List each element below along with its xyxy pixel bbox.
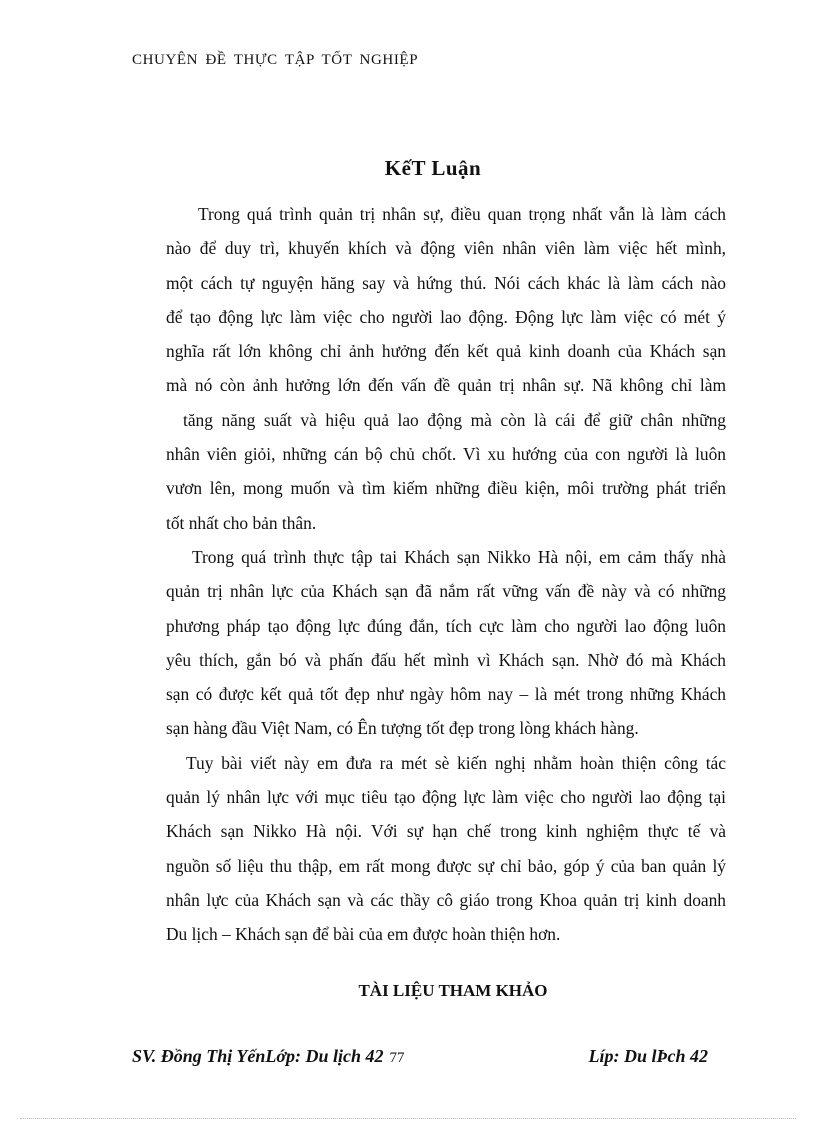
page-bottom-divider [20,1118,796,1119]
paragraph-3 [166,746,726,952]
text-line: nguồn số liệu thu thập, em rất mong được sự chỉ bảo, góp ý của ban quản lý [166,855,726,876]
footer-left [132,1046,405,1067]
text-line: phương pháp tạo động lực đúng đắn, tích cực làm cho người lao động luôn [166,615,726,636]
text-line: Trong quá trình thực tập tai Khách sạn Nikko Hà nội, em cảm thấy nhà [192,546,726,567]
running-header: CHUYÊN ĐỀ THỰC TẬP TỐT NGHIỆP [132,52,419,68]
footer-student-info: SV. Đồng Thị YếnLớp: Du lịch 42 [132,1046,384,1066]
text-line: mà nó còn ảnh hưởng lớn đến vấn đề quản trị nhân sự. Nã không chỉ làm [166,375,726,396]
text-line: nhân lực của Khách sạn và các thầy cô giáo trong Khoa quản trị kinh doanh [166,889,726,910]
text-line: yêu thích, gắn bó và phấn đấu hết mình vì Khách sạn. Nhờ đó mà Khách [166,649,726,670]
text-line: Tuy bài viết này em đưa ra mét sè kiến nghị nhằm hoàn thiện công tác [186,752,726,773]
text-line: tăng năng suất và hiệu quả lao động mà còn là cái để giữ chân những [183,409,726,430]
paragraph-2 [166,540,726,746]
text-line: nghĩa rất lớn không chỉ ảnh hưởng đến kết quả kinh doanh của Khách sạn [166,341,726,362]
text-line: quản lý nhân lực với mục tiêu tạo động lực làm việc cho người lao động tại [166,787,726,808]
paragraph-1 [166,197,726,540]
footer-class-info: Líp: Du lÞch 42 [588,1046,708,1066]
text-line: Du lịch – Khách sạn để bài của em được hoàn thiện hơn. [166,924,561,945]
section-title: KếT Luận [384,156,482,180]
text-line: vươn lên, mong muốn và tìm kiếm những điều kiện, môi trường phát triển [166,478,726,499]
text-line: quản trị nhân lực của Khách sạn đã nắm rất vững vấn đề này và có những [166,581,726,602]
text-line: một cách tự nguyện hăng say và hứng thú. Nói cách khác là làm cách nào [166,272,726,293]
text-line: sạn hàng đầu Việt Nam, có Ên tượng tốt đẹp trong lòng khách hàng. [166,718,639,739]
text-line: nào để duy trì, khuyến khích và động viên nhân viên làm việc hết mình, [166,238,726,259]
text-line: nhân viên giỏi, những cán bộ chủ chốt. Vì xu hướng của con người là luôn [166,444,726,465]
text-line: sạn có được kết quả tốt đẹp như ngày hôm nay – là mét trong những Khách [166,684,726,705]
page-number: 77 [389,1050,405,1066]
references-heading: TÀI LIỆU THAM KHẢO [358,981,548,1000]
page-footer [132,1046,712,1076]
text-line: để tạo động lực làm việc cho người lao động. Động lực làm việc có mét ý [166,306,726,327]
body-text [166,197,726,952]
text-line: tốt nhất cho bản thân. [166,512,317,533]
text-line: Khách sạn Nikko Hà nội. Với sự hạn chế trong kinh nghiệm thực tế và [166,821,726,842]
text-line: Trong quá trình quản trị nhân sự, điều quan trọng nhất vẫn là làm cách [198,204,726,224]
